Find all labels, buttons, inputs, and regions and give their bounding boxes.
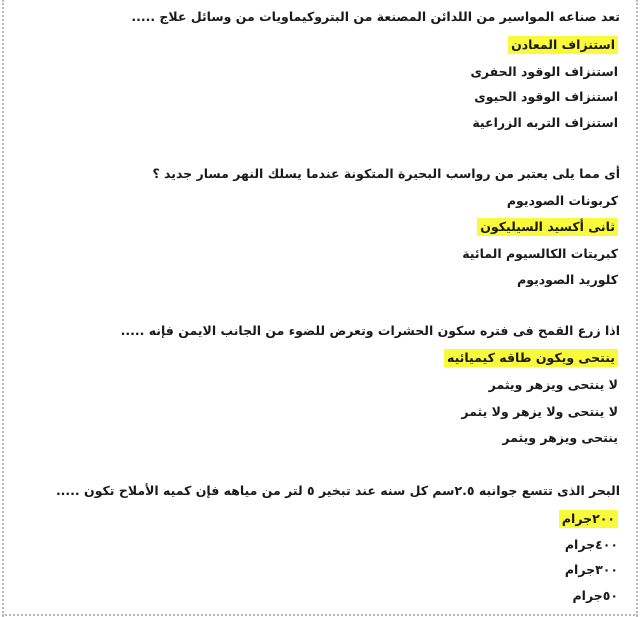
question-2-option-1: كربونات الصوديوم (506, 193, 618, 208)
page-border-bottom (2, 614, 638, 616)
question-1-option-4: استنزاف التربه الزراعية (472, 115, 618, 130)
answer-highlight: ٢٠٠جرام (559, 510, 618, 528)
question-2-option-4: كلوريد الصوديوم (517, 272, 618, 287)
question-2-text: أى مما يلى يعتبر من رواسب البحيرة المتكونة عندما يسلك النهر مسار جديد ؟ (152, 166, 620, 181)
page-border-left (2, 0, 4, 617)
answer-highlight: ثانى أكسيد السيليكون (477, 218, 618, 236)
question-3-text: اذا زرع القمح فى فتره سكون الحشرات وتعرض للضوء من الجانب الايمن فإنه ..... (120, 323, 620, 338)
question-4-option-1 (559, 511, 618, 527)
question-3-option-4: ينتحى ويزهر ويثمر (502, 430, 618, 445)
question-4-option-3: ٣٠٠جرام (564, 562, 618, 577)
question-4-option-2: ٤٠٠جرام (564, 537, 618, 552)
question-3-option-1 (444, 350, 618, 366)
question-2-option-3: كبريتات الكالسيوم المائية (462, 246, 618, 261)
question-3-option-3: لا ينتحى ولا يزهر ولا يثمر (461, 404, 618, 419)
question-4-option-4: ٥٠جرام (572, 588, 618, 603)
question-1-option-2: استنزاف الوقود الحفرى (470, 64, 618, 79)
question-4-text: البحر الذى تتسع جوانبه ٢.٥سم كل سنه عند تبخير ٥ لتر من مياهه فإن كميه الأملاح تكون ..... (55, 483, 620, 498)
answer-highlight: ينتحى ويكون طاقه كيميائيه (444, 349, 618, 367)
question-1-text: تعد صناعه المواسير من اللدائن المصنعة من البتروكيماويات من وسائل علاج ..... (131, 9, 620, 24)
question-2-option-2 (477, 219, 618, 235)
question-1-option-3: استنزاف الوقود الحيوى (474, 89, 618, 104)
question-1-option-1 (508, 37, 618, 53)
question-3-option-2: لا ينتحى ويزهر ويثمر (488, 377, 618, 392)
page-border-right (636, 0, 638, 617)
answer-highlight: استنزاف المعادن (508, 36, 618, 54)
